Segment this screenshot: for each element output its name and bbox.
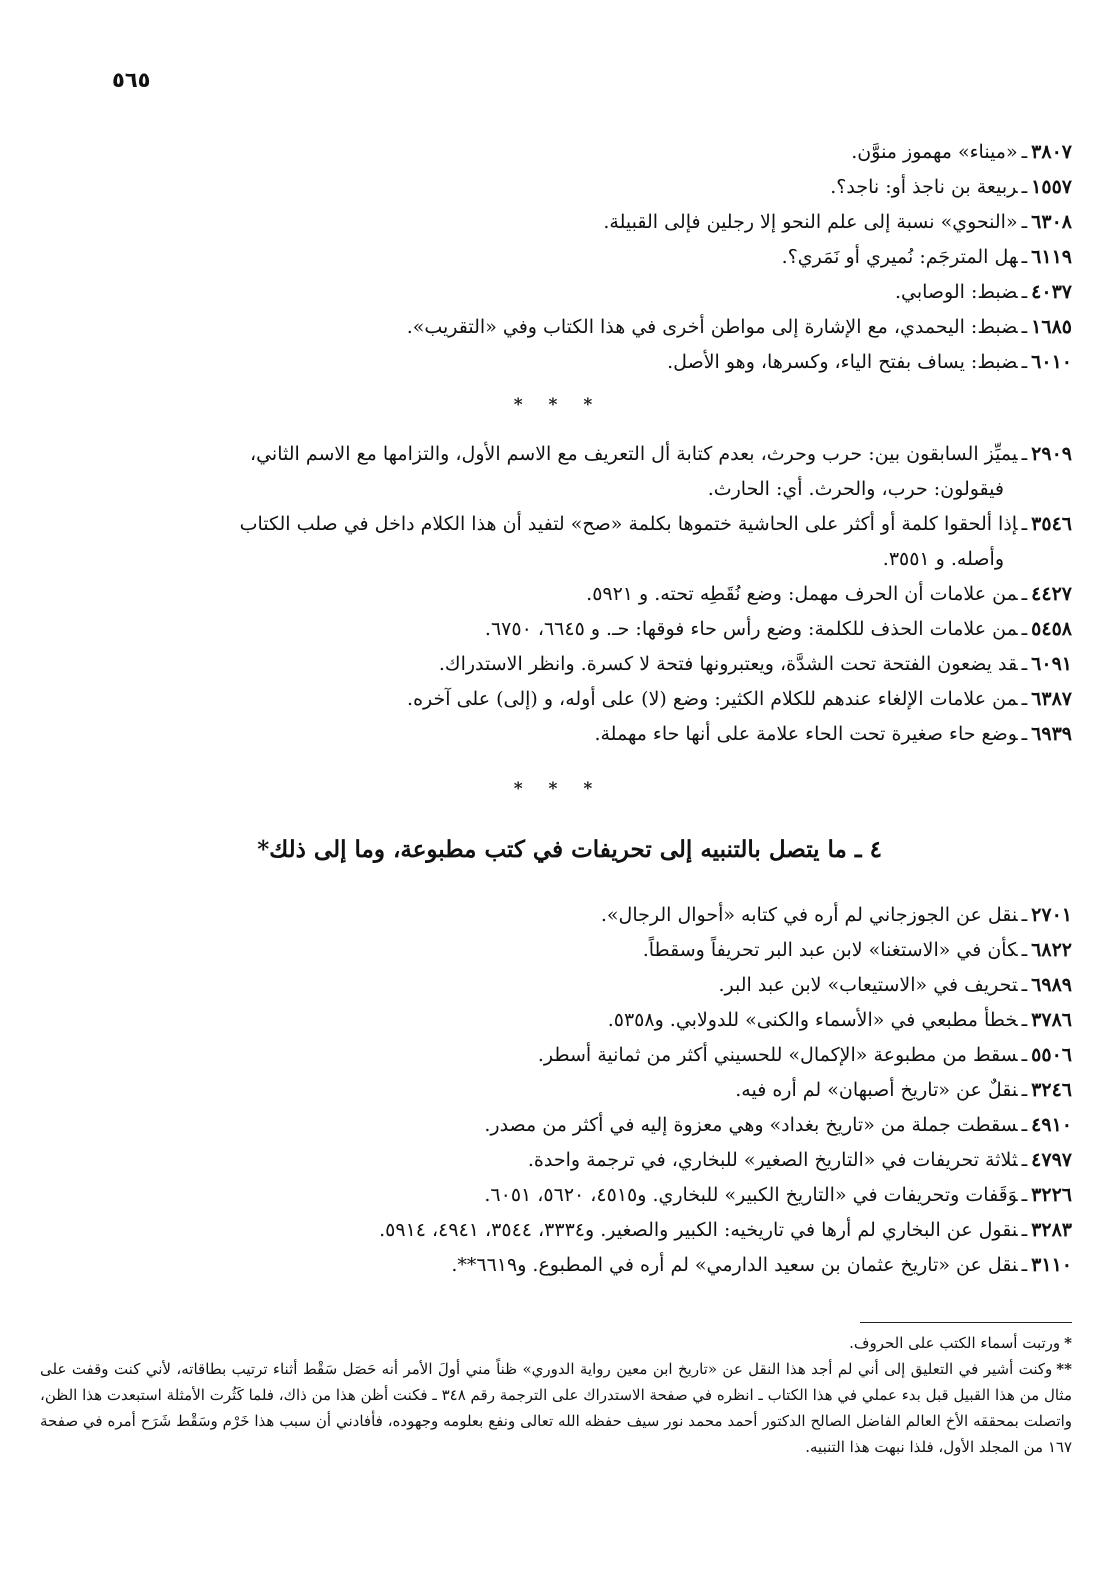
list-item: ١٥٥٧ـربيعة بن ناجذ أو: ناجد؟. — [830, 176, 1072, 198]
entry-text: نقل عن «تاريخ عثمان بن سعيد الدارمي» لم أره في المطبوع. و٦٦١٩**. — [451, 1254, 1018, 1276]
entry-text: من علامات أن الحرف مهمل: وضع نُقَطِه تحته. و ٥٩٢١. — [586, 583, 1018, 605]
entry-number: ٦٩٣٩ — [1031, 723, 1072, 745]
footnote-text: ورتبت أسماء الكتب على الحروف. — [849, 1334, 1061, 1352]
entry-number: ٣٧٨٦ — [1031, 1009, 1072, 1031]
entry-number: ٤٧٩٧ — [1031, 1149, 1072, 1171]
entry-number: ٦٣٠٨ — [1031, 211, 1072, 233]
entry-number: ٢٩٠٩ — [1031, 443, 1072, 465]
list-item: ٦٩٣٩ـوضع حاء صغيرة تحت الحاء علامة على أنها حاء مهملة. — [594, 723, 1072, 745]
entry-number: ٣١١٠ — [1031, 1254, 1072, 1276]
entry-text: سقط من مطبوعة «الإكمال» للحسيني أكثر من ثمانية أسطر. — [537, 1044, 1018, 1066]
list-item: ٣١١٠ـنقل عن «تاريخ عثمان بن سعيد الدارمي» لم أره في المطبوع. و٦٦١٩**. — [451, 1254, 1072, 1276]
entry-text: نقول عن البخاري لم أرها في تاريخيه: الكبير والصغير. و٣٣٣٤، ٣٥٤٤، ٤٩٤١، ٥٩١٤. — [379, 1219, 1018, 1241]
entry-number: ٦٠١٠ — [1031, 351, 1072, 373]
list-item: ٦١١٩ـهل المترجَم: نُميري أو نَمَري؟. — [781, 246, 1072, 268]
entry-number: ٥٤٥٨ — [1031, 618, 1072, 640]
entry-text: ثلاثة تحريفات في «التاريخ الصغير» للبخاري، في ترجمة واحدة. — [527, 1149, 1018, 1171]
entry-number: ٣٥٤٦ — [1031, 513, 1072, 535]
entry-number: ٣٨٠٧ — [1031, 141, 1072, 163]
entry-text: «ميناء» مهموز منوَّن. — [851, 141, 1018, 163]
footnote-mark: ** — [1056, 1360, 1072, 1378]
list-item: ٥٤٥٨ـمن علامات الحذف للكلمة: وضع رأس حاء فوقها: حـ. و ٦٦٤٥، ٦٧٥٠. — [484, 618, 1072, 640]
footnote-text: وكنت أشير في التعليق إلى أني لم أجد هذا النقل عن «تاريخ ابن معين رواية الدوري» ظناً مني أولَ الأمر أنه حَصَل سَقْط أثناء ترتيب بطاقاته، لأني كنت وقفت على مثال من هذا القبيل قبل بدء عملي في هذا الكتاب ـ انظره في صفحة الاستدراك على الترجمة رقم ٣٤٨ ـ فكنت أظن هذا من ذاك، فلما كَثُرت الأمثلة استبعدت هذا الظن، واتصلت بمحققه الأخ العالم الفاضل الصالح الدكتور أحمد محمد نور سيف حفظه الله تعالى ونفع بعلومه وجهوده، فأفادني أن سبب هذا خَرْم وسَقْط شَرَح أمره في صفحة ١٦٧ من المجلد الأول، فلذا نبهت هذا التنبيه. — [40, 1360, 1072, 1456]
entry-text: قد يضعون الفتحة تحت الشدَّة، ويعتبرونها فتحة لا كسرة. وانظر الاستدراك. — [438, 653, 1018, 675]
list-item: ٤٤٢٧ـمن علامات أن الحرف مهمل: وضع نُقَطِه تحته. و ٥٩٢١. — [586, 583, 1072, 605]
footnote-divider — [860, 1322, 1072, 1323]
entry-text: نقلٌ عن «تاريخ أصبهان» لم أره فيه. — [735, 1079, 1018, 1101]
list-item: ٣٥٤٦ـإذا ألحقوا كلمة أو أكثر على الحاشية ختموها بكلمة «صح» لتفيد أن هذا الكلام داخل في صلب الكتاب وأصله. و ٣٥٥١. — [40, 507, 1072, 577]
entry-number: ٦٩٨٩ — [1031, 974, 1072, 996]
list-item: ٦٣٨٧ـمن علامات الإلغاء عندهم للكلام الكثير: وضع (لا) على أوله، و (إلى) على آخره. — [407, 688, 1072, 710]
entry-text: خطأ مطبعي في «الأسماء والكنى» للدولابي. و٥٣٥٨. — [607, 1009, 1018, 1031]
entry-list-section-b — [40, 437, 1072, 752]
entry-number: ١٦٨٥ — [1031, 316, 1072, 338]
entry-text: ضبط: الوصابي. — [894, 281, 1018, 303]
entry-text: سقطت جملة من «تاريخ بغداد» وهي معزوة إليه في أكثر من مصدر. — [484, 1114, 1018, 1136]
list-item: ٢٧٠١ـنقل عن الجوزجاني لم أره في كتابه «أحوال الرجال». — [600, 904, 1072, 926]
section-separator: * * * — [513, 395, 603, 415]
entry-text: «النحوي» نسبة إلى علم النحو إلا رجلين فإلى القبيلة. — [603, 211, 1018, 233]
entry-text: إذا ألحقوا كلمة أو أكثر على الحاشية ختموها بكلمة «صح» لتفيد أن هذا الكلام داخل في صلب الكتاب — [239, 513, 1018, 535]
entry-text: وَقَفات وتحريفات في «التاريخ الكبير» للبخاري. و٤٥١٥، ٥٦٢٠، ٦٠٥١. — [484, 1184, 1018, 1206]
entry-number: ٣٢٨٣ — [1031, 1219, 1072, 1241]
list-item: ٣٢٢٦ـوَقَفات وتحريفات في «التاريخ الكبير» للبخاري. و٤٥١٥، ٥٦٢٠، ٦٠٥١. — [484, 1184, 1072, 1206]
list-item: ٤٧٩٧ـثلاثة تحريفات في «التاريخ الصغير» للبخاري، في ترجمة واحدة. — [527, 1149, 1072, 1171]
entry-text: نقل عن الجوزجاني لم أره في كتابه «أحوال الرجال». — [600, 904, 1018, 926]
entry-text: من علامات الحذف للكلمة: وضع رأس حاء فوقها: حـ. و ٦٦٤٥، ٦٧٥٠. — [484, 618, 1018, 640]
section-separator: * * * — [513, 779, 603, 799]
entry-continuation: فيقولون: حرب، والحرث. أي: الحارث. — [707, 478, 1004, 500]
footnote-mark: * — [1064, 1334, 1072, 1352]
entry-text: من علامات الإلغاء عندهم للكلام الكثير: وضع (لا) على أوله، و (إلى) على آخره. — [407, 688, 1018, 710]
entry-text: يميِّز السابقون بين: حرب وحرث، بعدم كتابة أل التعريف مع الاسم الأول، والتزامها مع الاسم الثاني، — [249, 443, 1018, 465]
entry-text: وضع حاء صغيرة تحت الحاء علامة على أنها حاء مهملة. — [594, 723, 1018, 745]
footnotes — [40, 1330, 1072, 1460]
footnote — [40, 1356, 1072, 1460]
entry-text: كأن في «الاستغنا» لابن عبد البر تحريفاً وسقطاً. — [642, 939, 1018, 961]
entry-text: تحريف في «الاستيعاب» لابن عبد البر. — [718, 974, 1018, 996]
page-number: ٥٦٥ — [112, 68, 151, 92]
entry-number: ٦٨٢٢ — [1031, 939, 1072, 961]
list-item: ٥٥٠٦ـسقط من مطبوعة «الإكمال» للحسيني أكثر من ثمانية أسطر. — [537, 1044, 1072, 1066]
entry-text: ضبط: يساف بفتح الياء، وكسرها، وهو الأصل. — [667, 351, 1018, 373]
entry-list-section-a — [40, 135, 1072, 380]
list-item: ٤٩١٠ـسقطت جملة من «تاريخ بغداد» وهي معزوة إليه في أكثر من مصدر. — [484, 1114, 1072, 1136]
list-item: ٣٢٨٣ـنقول عن البخاري لم أرها في تاريخيه: الكبير والصغير. و٣٣٣٤، ٣٥٤٤، ٤٩٤١، ٥٩١٤. — [379, 1219, 1072, 1241]
list-item: ٢٩٠٩ـيميِّز السابقون بين: حرب وحرث، بعدم كتابة أل التعريف مع الاسم الأول، والتزامها مع الاسم الثاني، فيقولون: حرب، والحرث. أي: الحارث. — [40, 437, 1072, 507]
list-item: ٦٨٢٢ـكأن في «الاستغنا» لابن عبد البر تحريفاً وسقطاً. — [642, 939, 1072, 961]
entry-continuation: وأصله. و ٣٥٥١. — [882, 548, 1004, 570]
entry-number: ١٥٥٧ — [1031, 176, 1072, 198]
section-heading: ٤ ـ ما يتصل بالتنبيه إلى تحريفات في كتب مطبوعة، وما إلى ذلك* — [257, 836, 882, 863]
entry-list-section-c — [40, 898, 1072, 1283]
entry-number: ٢٧٠١ — [1031, 904, 1072, 926]
list-item: ٦٠١٠ـضبط: يساف بفتح الياء، وكسرها، وهو الأصل. — [667, 351, 1072, 373]
list-item: ٤٠٣٧ـضبط: الوصابي. — [894, 281, 1072, 303]
entry-number: ٦١١٩ — [1031, 246, 1072, 268]
list-item: ٦٣٠٨ـ«النحوي» نسبة إلى علم النحو إلا رجلين فإلى القبيلة. — [603, 211, 1072, 233]
list-item: ٦٩٨٩ـتحريف في «الاستيعاب» لابن عبد البر. — [718, 974, 1072, 996]
entry-number: ٥٥٠٦ — [1031, 1044, 1072, 1066]
list-item: ٦٠٩١ـقد يضعون الفتحة تحت الشدَّة، ويعتبرونها فتحة لا كسرة. وانظر الاستدراك. — [438, 653, 1072, 675]
entry-number: ٣٢٢٦ — [1031, 1184, 1072, 1206]
footnote — [40, 1330, 1072, 1356]
entry-number: ٤٤٢٧ — [1031, 583, 1072, 605]
entry-number: ٦٣٨٧ — [1031, 688, 1072, 710]
entry-number: ٦٠٩١ — [1031, 653, 1072, 675]
entry-number: ٤٠٣٧ — [1031, 281, 1072, 303]
entry-text: هل المترجَم: نُميري أو نَمَري؟. — [781, 246, 1018, 268]
list-item: ٣٢٤٦ـنقلٌ عن «تاريخ أصبهان» لم أره فيه. — [735, 1079, 1072, 1101]
entry-number: ٤٩١٠ — [1031, 1114, 1072, 1136]
entry-text: ضبط: اليحمدي، مع الإشارة إلى مواطن أخرى في هذا الكتاب وفي «التقريب». — [406, 316, 1018, 338]
list-item: ١٦٨٥ـضبط: اليحمدي، مع الإشارة إلى مواطن أخرى في هذا الكتاب وفي «التقريب». — [406, 316, 1072, 338]
list-item: ٣٧٨٦ـخطأ مطبعي في «الأسماء والكنى» للدولابي. و٥٣٥٨. — [607, 1009, 1072, 1031]
list-item: ٣٨٠٧ـ«ميناء» مهموز منوَّن. — [851, 141, 1072, 163]
entry-text: ربيعة بن ناجذ أو: ناجد؟. — [830, 176, 1018, 198]
entry-number: ٣٢٤٦ — [1031, 1079, 1072, 1101]
